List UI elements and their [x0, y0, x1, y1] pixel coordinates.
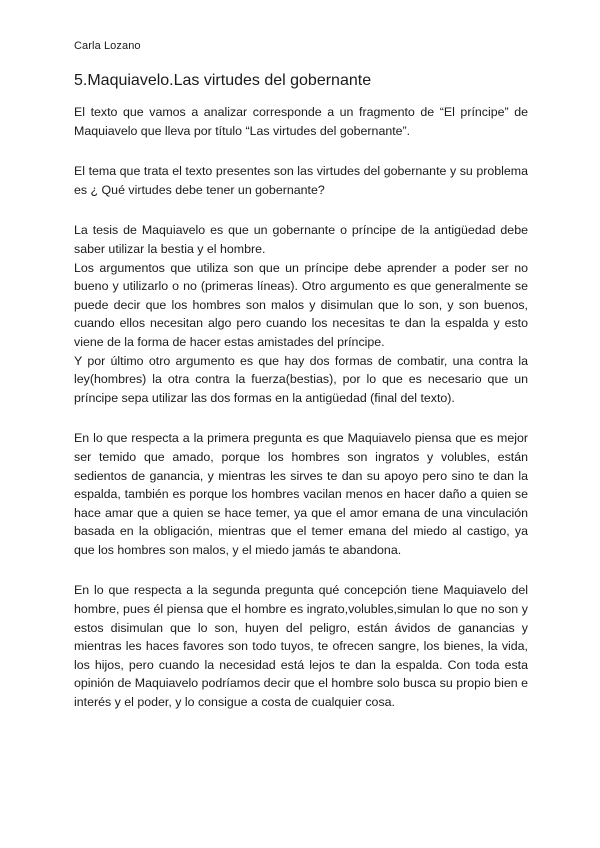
paragraph-second-question — [74, 581, 528, 711]
paragraph-line: La tesis de Maquiavelo es que un gobernante o príncipe de la antigüedad debe saber utilizar la bestia y el hombre. — [74, 223, 528, 256]
paragraph-intro — [74, 103, 528, 140]
paragraph-line: Los argumentos que utiliza son que un príncipe debe aprender a poder ser no bueno y utilizarlo o no (primeras líneas). Otro argumento es que generalmente se puede decir que los hombres son malos y disimulan que lo son, y son buenos, cuando ellos necesitan algo pero cuando los necesitas te dan la espalda y esto viene de la forma de hacer estas amistades del príncipe. — [74, 260, 528, 349]
paragraph-line: Y por último otro argumento es que hay dos formas de combatir, una contra la ley(hombres) la otra contra la fuerza(bestias), por lo que es necesario que un príncipe sepa utilizar las dos formas en la antigüedad (final del texto). — [74, 353, 528, 405]
paragraph-line: El tema que trata el texto presentes son las virtudes del gobernante y su problema es ¿ Qué virtudes debe tener un gobernante? — [74, 164, 528, 197]
paragraph-line: En lo que respecta a la primera pregunta es que Maquiavelo piensa que es mejor ser temido que amado, porque los hombres son ingratos y volubles, están sedientos de ganancia, y mientras les sirves te dan su apoyo pero sino te dan la espalda, también es porque los hombres vacilan menos en hacer daño a quien se hace amar que a quien se hace temer, ya que el amor emana de una vinculación basada en la obligación, mientras que el temer emana del miedo al castigo, ya que los hombres son malos, y el miedo jamás te abandona. — [74, 431, 528, 557]
author-name: Carla Lozano — [74, 40, 141, 52]
paragraph-theme — [74, 162, 528, 199]
paragraph-line: En lo que respecta a la segunda pregunta qué concepción tiene Maquiavelo del hombre, pues él piensa que el hombre es ingrato,volubles,simulan lo que no son y estos disimulan que lo son, huyen del peligro, están ávidos de ganancias y mientras les haces favores son todo tuyos, te ofrecen sangre, los bienes, la vida, los hijos, pero cuando la necesidad está lejos te dan la espalda. Con toda esta opinión de Maquiavelo podríamos decir que el hombre solo busca su propio bien e interés y el poder, y lo consigue a costa de cualquier cosa. — [74, 583, 528, 710]
paragraph-thesis — [74, 221, 528, 407]
paragraph-line: El texto que vamos a analizar corresponde a un fragmento de “El príncipe” de Maquiavelo que lleva por título “Las virtudes del gobernante”. — [74, 105, 528, 138]
paragraph-first-question — [74, 429, 528, 559]
document-title: 5.Maquiavelo.Las virtudes del gobernante — [74, 72, 372, 89]
document-body — [74, 103, 528, 734]
